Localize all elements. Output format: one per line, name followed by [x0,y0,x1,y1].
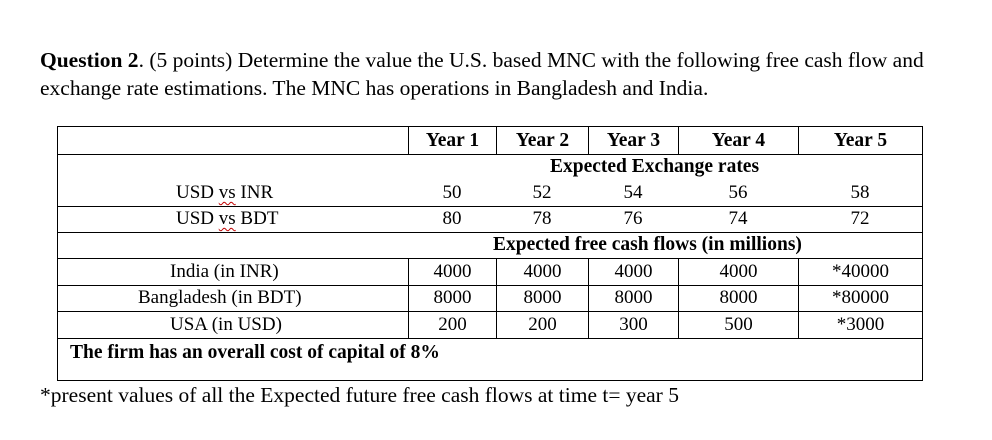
value-cell: 4000 [678,258,798,285]
question-text [40,46,960,102]
free-cash-flows-title: Expected free cash flows (in millions) [493,234,802,255]
question-body: . (5 points) Determine the value the U.S. based MNC with the following free cash flow and exchange rate estimations. The MNC has operations in Bangladesh and India. [40,48,924,100]
value-cell: *80000 [798,285,922,311]
value-cell: 8000 [408,285,496,311]
year-header-row [58,127,922,155]
value-cell: 8000 [496,285,588,311]
value-cell: 74 [728,208,748,229]
value-cell: 500 [678,311,798,338]
row-label: Bangladesh (in BDT) [138,287,302,308]
year-3-header: Year 3 [588,127,678,154]
year-5-header: Year 5 [798,127,922,154]
exchange-row [58,180,922,207]
fcf-row [58,311,922,339]
row-label: USD vs BDT [176,208,279,229]
exchange-rates-title: Expected Exchange rates [550,156,760,177]
fcf-title-row [58,232,922,259]
row-label: USD vs INR [176,182,274,203]
value-cell: *40000 [798,258,922,285]
footnote: *present values of all the Expected future free cash flows at time t= year 5 [40,383,679,407]
value-cell: 8000 [678,285,798,311]
data-table [57,126,923,381]
value-cell: 4000 [496,258,588,285]
fcf-row [58,258,922,286]
exchange-title-row [58,154,922,180]
year-4-header: Year 4 [678,127,798,154]
row-label: India (in INR) [170,261,279,282]
fcf-row [58,285,922,312]
value-cell: 50 [442,182,462,203]
value-cell: 56 [728,182,748,203]
value-cell: 300 [588,311,678,338]
value-cell: 54 [623,182,643,203]
value-cell: 80 [442,208,462,229]
value-cell: 200 [496,311,588,338]
value-cell: 78 [532,208,552,229]
value-cell: *3000 [798,311,922,338]
value-cell: 4000 [588,258,678,285]
value-cell: 72 [850,208,870,229]
question-label: Question 2 [40,48,139,72]
value-cell: 4000 [408,258,496,285]
year-2-header: Year 2 [496,127,588,154]
cost-of-capital-note: The firm has an overall cost of capital of 8% [70,342,440,363]
value-cell: 8000 [588,285,678,311]
row-label: USA (in USD) [170,314,282,335]
value-cell: 52 [532,182,552,203]
exchange-row [58,206,922,233]
year-1-header: Year 1 [408,127,496,154]
value-cell: 200 [408,311,496,338]
value-cell: 76 [623,208,643,229]
value-cell: 58 [850,182,870,203]
